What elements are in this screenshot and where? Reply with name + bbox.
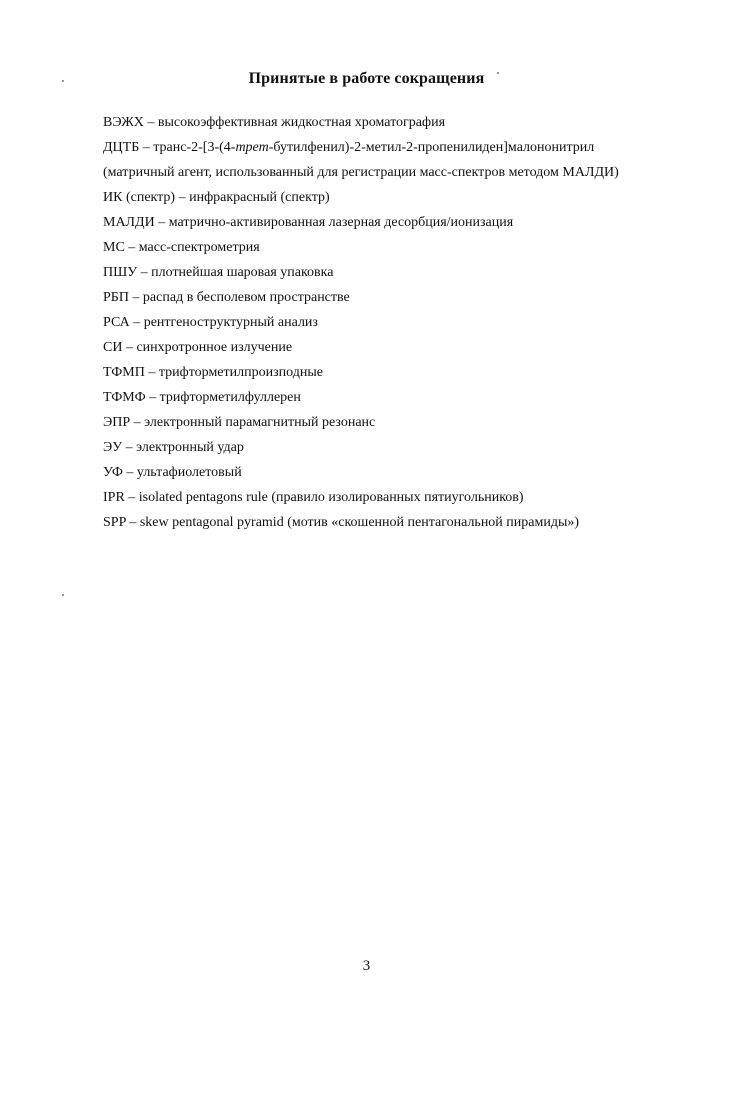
abbreviation-item: (матричный агент, использованный для регистрации масс-спектров методом МАЛДИ): [103, 165, 619, 180]
abbreviation-item: РСА – рентгеноструктурный анализ: [103, 315, 318, 330]
abbreviation-item: SPP – skew pentagonal pyramid (мотив «скошенной пентагональной пирамиды»): [103, 515, 580, 530]
abbreviation-item: РБП – распад в бесполевом пространстве: [103, 290, 350, 305]
scan-speck: [497, 72, 499, 74]
abbreviation-item: ИК (спектр) – инфракрасный (спектр): [103, 190, 330, 205]
abbreviation-item: МС – масс-спектрометрия: [103, 240, 260, 255]
abbreviation-item: ТФМФ – трифторметилфуллерен: [103, 390, 301, 405]
abbreviation-item: ЭУ – электронный удар: [103, 440, 244, 455]
abbreviation-item: МАЛДИ – матрично-активированная лазерная десорбция/ионизация: [103, 215, 514, 230]
scan-speck: [62, 594, 64, 596]
abbreviation-item: [103, 135, 703, 160]
abbreviation-item: ЭПР – электронный парамагнитный резонанс: [103, 415, 376, 430]
abbreviation-text: ДЦТБ – транс-2-[3-(4-: [103, 140, 236, 155]
abbreviation-text: -бутилфенил)-2-метил-2-пропенилиден]малононитрил: [268, 140, 595, 155]
abbreviation-item: ПШУ – плотнейшая шаровая упаковка: [103, 265, 334, 280]
abbreviation-item: ВЭЖХ – высокоэффективная жидкостная хроматография: [103, 115, 446, 130]
abbreviation-list: [103, 110, 703, 535]
abbreviation-item: УФ – ультафиолетовый: [103, 465, 242, 480]
abbreviation-italic-term: трет: [235, 140, 269, 155]
scan-speck: [62, 80, 64, 82]
page-number: 3: [362, 958, 371, 974]
abbreviation-item: СИ – синхротронное излучение: [103, 340, 293, 355]
abbreviation-item: IPR – isolated pentagons rule (правило изолированных пятиугольников): [103, 490, 524, 505]
page-title: Принятые в работе сокращения: [248, 70, 485, 87]
abbreviation-item: ТФМП – трифторметилпроизподные: [103, 365, 323, 380]
